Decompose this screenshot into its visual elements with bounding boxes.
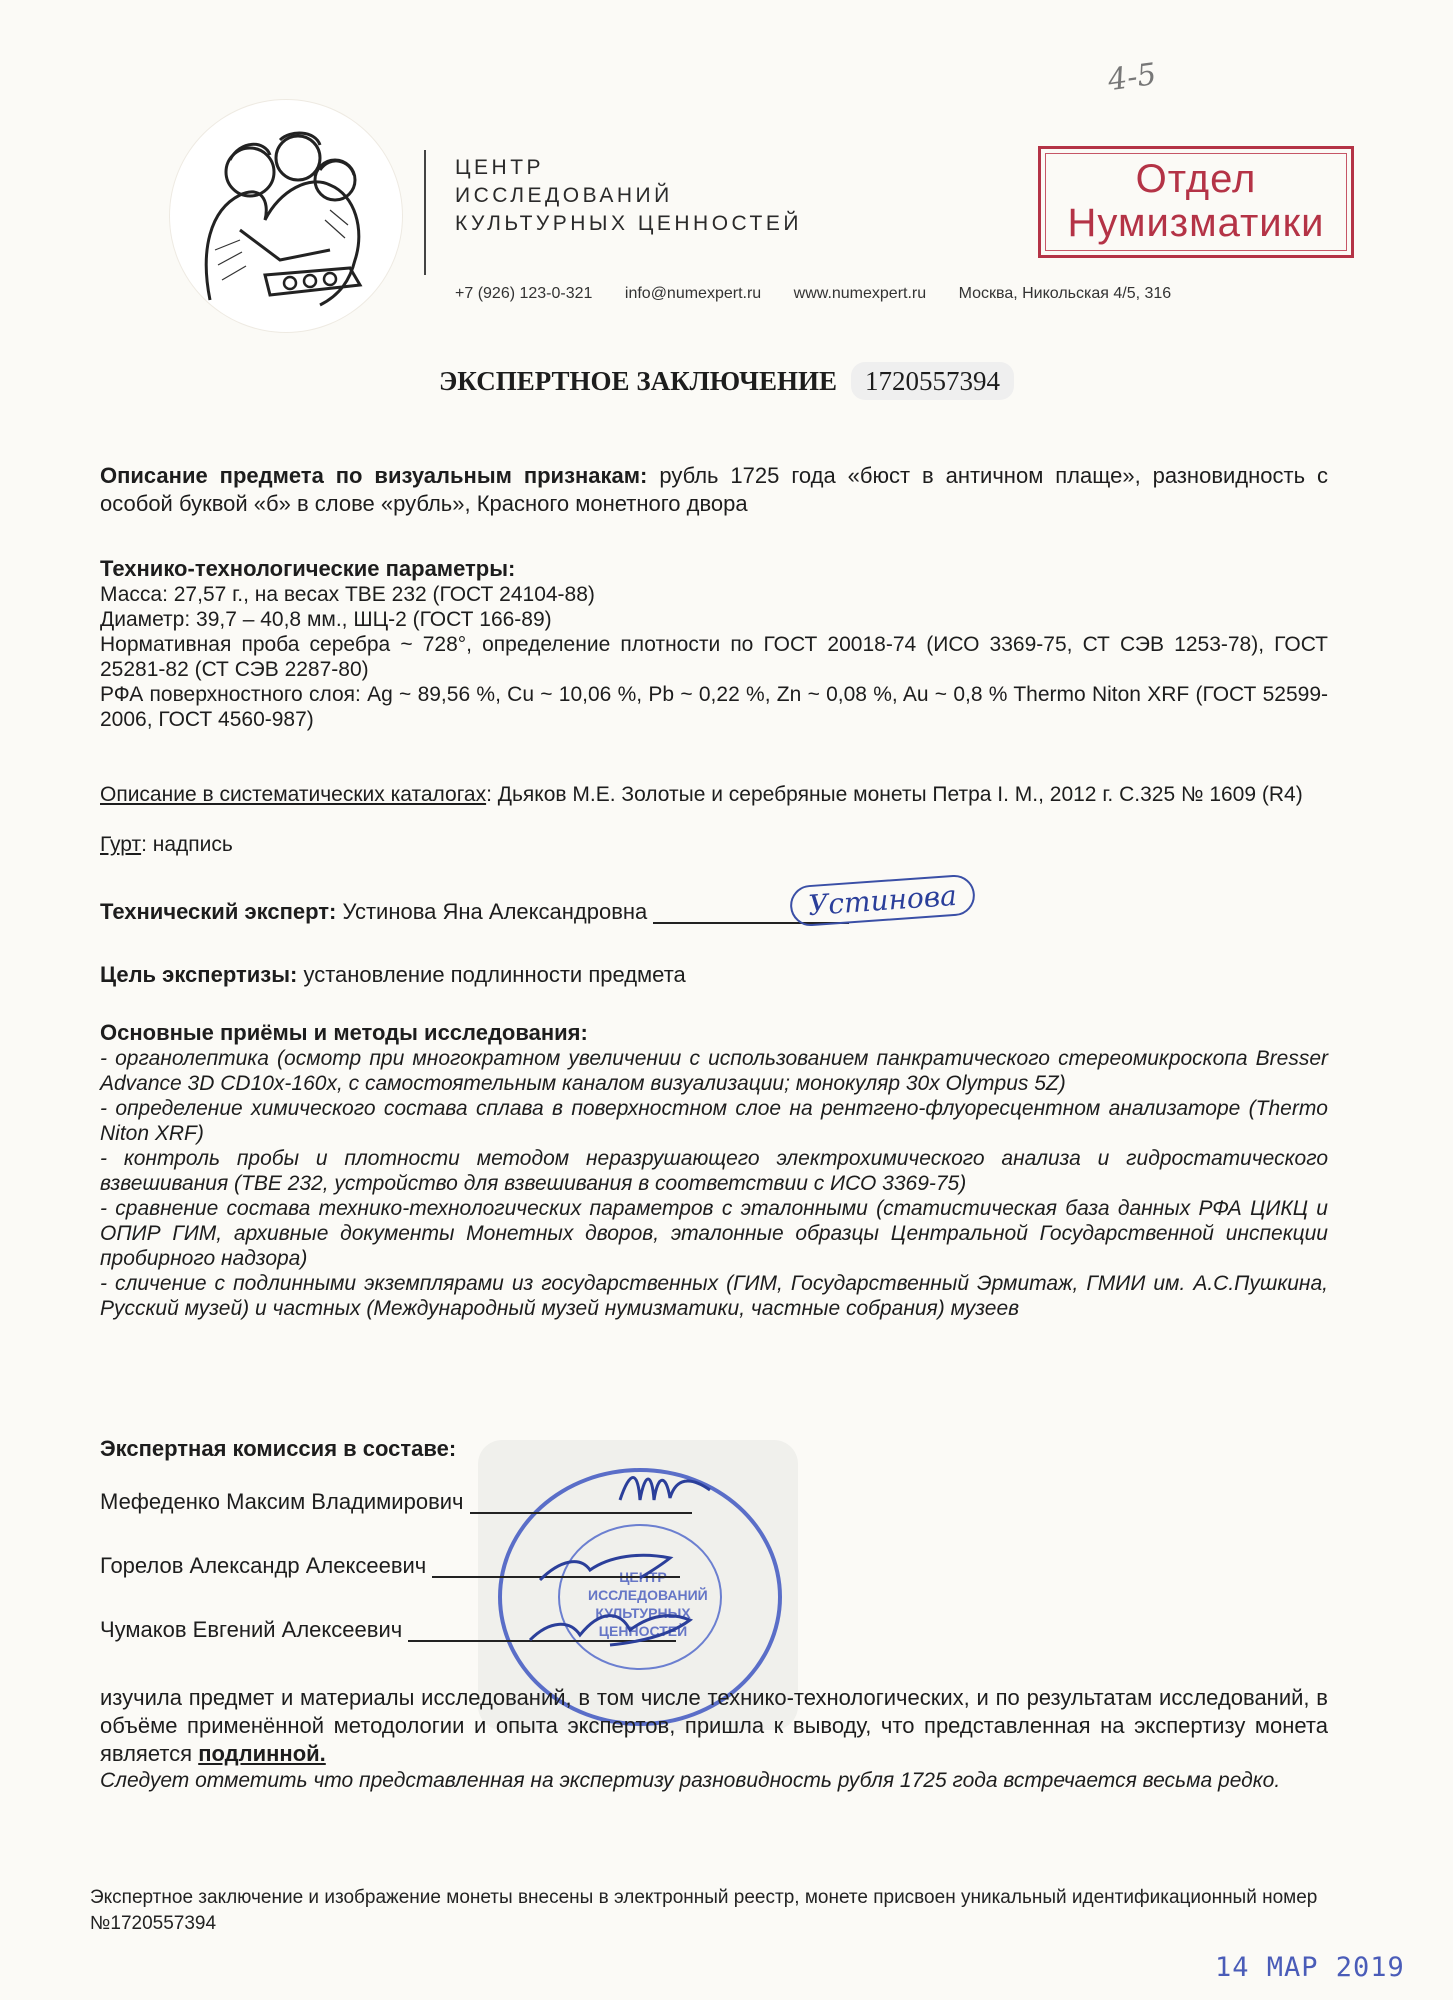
method-item: - определение химического состава сплава в поверхностном слое на рентгено-флуоресцентном анализаторе (Thermo Niton XRF)	[100, 1097, 1328, 1145]
expertise-goal-label: Цель экспертизы:	[100, 962, 298, 987]
conclusion	[100, 1684, 1328, 1768]
method-item: - сличение с подлинными экземплярами из государственных (ГИМ, Государственный Эрмитаж, ГМИИ им. А.С.Пушкина, Русский музей) и частных (Международный музей нумизматики, частные собрания) музеев	[100, 1272, 1328, 1320]
method-item: - контроль пробы и плотности методом неразрушающего электрохимического анализа и гидростатического взвешивания (ТВЕ 232, устройство для взвешивания в соответствии с ИСО 3369-75)	[100, 1147, 1328, 1195]
department-stamp	[1038, 146, 1354, 258]
signature-chumakov	[530, 1616, 690, 1645]
item-description-text: рубль 1725 года «бюст в античном плаще», разновидность с особой буквой «б» в слове «рубль», Красного монетного двора	[100, 463, 1328, 516]
registry-footer: Экспертное заключение и изображение монеты внесены в электронный реестр, монете присвоен уникальный идентификационный номер №1720557394	[90, 1887, 1318, 1934]
conclusion-note: Следует отметить что представленная на экспертизу разновидность рубля 1725 года встречается весьма редко.	[100, 1769, 1281, 1792]
item-description	[100, 462, 1328, 518]
org-name-line-1: ЦЕНТР	[455, 156, 545, 179]
catalog-description	[100, 782, 1328, 807]
verdict: подлинной.	[198, 1741, 326, 1766]
edge-description	[100, 832, 1328, 857]
technical-expert-name: Устинова Яна Александровна	[342, 899, 648, 924]
seal-text-line: КУЛЬТУРНЫХ	[595, 1605, 691, 1621]
handwritten-page-note: 4-5	[1105, 56, 1159, 99]
mass: Масса: 27,57 г., на весах ТВЕ 232 (ГОСТ 24104-88)	[100, 583, 595, 606]
commission-member-name: Мефеденко Максим Владимирович	[100, 1489, 464, 1514]
org-name-line-3: КУЛЬТУРНЫХ ЦЕННОСТЕЙ	[455, 212, 802, 235]
item-description-label: Описание предмета по визуальным признакам:	[100, 463, 648, 488]
diameter: Диаметр: 39,7 – 40,8 мм., ШЦ-2 (ГОСТ 166-89)	[100, 608, 552, 631]
department-stamp-line-2: Нумизматики	[1067, 201, 1325, 245]
experts-engraving-icon	[170, 100, 402, 332]
catalog-text: : Дьяков М.Е. Золотые и серебряные монеты Петра I. М., 2012 г. С.325 № 1609 (R4)	[486, 783, 1303, 806]
commission	[100, 1436, 1328, 1461]
technical-expert-label: Технический эксперт:	[100, 899, 337, 924]
contacts-line	[455, 285, 1199, 303]
date-stamp: 14 MAP 2019	[1215, 1952, 1405, 1983]
edge-label: Гурт	[100, 833, 142, 856]
technical-expert	[100, 898, 1328, 924]
header-divider	[424, 150, 426, 275]
tech-params	[100, 556, 1328, 732]
department-stamp-line-1: Отдел	[1135, 157, 1257, 201]
seal-text-line: ЦЕНТР	[619, 1569, 667, 1585]
commission-label: Экспертная комиссия в составе:	[100, 1436, 457, 1461]
seal-text-line: ЦЕННОСТЕЙ	[598, 1623, 688, 1639]
expertise-goal	[100, 962, 1328, 987]
method-item: - сравнение состава технико-технологических параметров с эталонными (статистическая база данных РФА ЦИКЦ и ОПИР ГИМ, архивные документы Монетных дворов, эталонные образцы Центральной Государственной инспекции пробирного надзора)	[100, 1197, 1328, 1270]
method-item: - органолептика (осмотр при многократном увеличении с использованием панкратического стереомикроскопа Bresser Advance 3D CD10x-160x, с самостоятельным каналом визуализации; монокуляр 30x Olympus 5Z)	[100, 1047, 1328, 1095]
document-title-label: ЭКСПЕРТНОЕ ЗАКЛЮЧЕНИЕ	[439, 366, 837, 396]
document-number: 1720557394	[851, 362, 1014, 400]
address: Москва, Никольская 4/5, 316	[958, 285, 1172, 302]
phone: +7 (926) 123-0-321	[455, 285, 593, 302]
website: www.numexpert.ru	[793, 285, 927, 302]
methods-label: Основные приёмы и методы исследования:	[100, 1020, 588, 1045]
org-name-line-2: ИССЛЕДОВАНИЙ	[455, 184, 673, 207]
signature-mefedenko	[620, 1478, 710, 1501]
fineness: Нормативная проба серебра ~ 728°, определение плотности по ГОСТ 20018-74 (ИСО 3369-75, СТ СЭВ 1253-78), ГОСТ 25281-82 (СТ СЭВ 2287-80)	[100, 633, 1328, 681]
organization-logo	[170, 100, 402, 332]
technical-expert-signature: Устинова	[789, 874, 976, 928]
conclusion-text: изучила предмет и материалы исследований, в том числе технико-технологических, и по результатам исследований, в объёме применённой методологии и опыта экспертов, пришла к выводу, что представленная на экспертизу монета является	[100, 1685, 1328, 1766]
seal-text-line: ИССЛЕДОВАНИЙ	[588, 1587, 708, 1603]
commission-member-name: Горелов Александр Алексеевич	[100, 1553, 427, 1578]
signature-gorelov	[540, 1555, 670, 1580]
tech-params-label: Технико-технологические параметры:	[100, 556, 516, 581]
methods	[100, 1020, 1328, 1321]
xrf-analysis: РФА поверхностного слоя: Ag ~ 89,56 %, Cu ~ 10,06 %, Pb ~ 0,22 %, Zn ~ 0,08 %, Au ~ 0,8 % Thermo Niton XRF (ГОСТ 52599-2006, ГОСТ 4560-987)	[100, 683, 1328, 731]
catalog-label: Описание в систематических каталогах	[100, 783, 487, 806]
organization-name	[455, 154, 802, 238]
commission-member-name: Чумаков Евгений Алексеевич	[100, 1617, 403, 1642]
document-title	[0, 366, 1453, 397]
expertise-goal-text: установление подлинности предмета	[303, 962, 686, 987]
edge-text: : надпись	[141, 833, 233, 856]
email: info@numexpert.ru	[624, 285, 762, 302]
commission-signatures	[520, 1460, 800, 1690]
